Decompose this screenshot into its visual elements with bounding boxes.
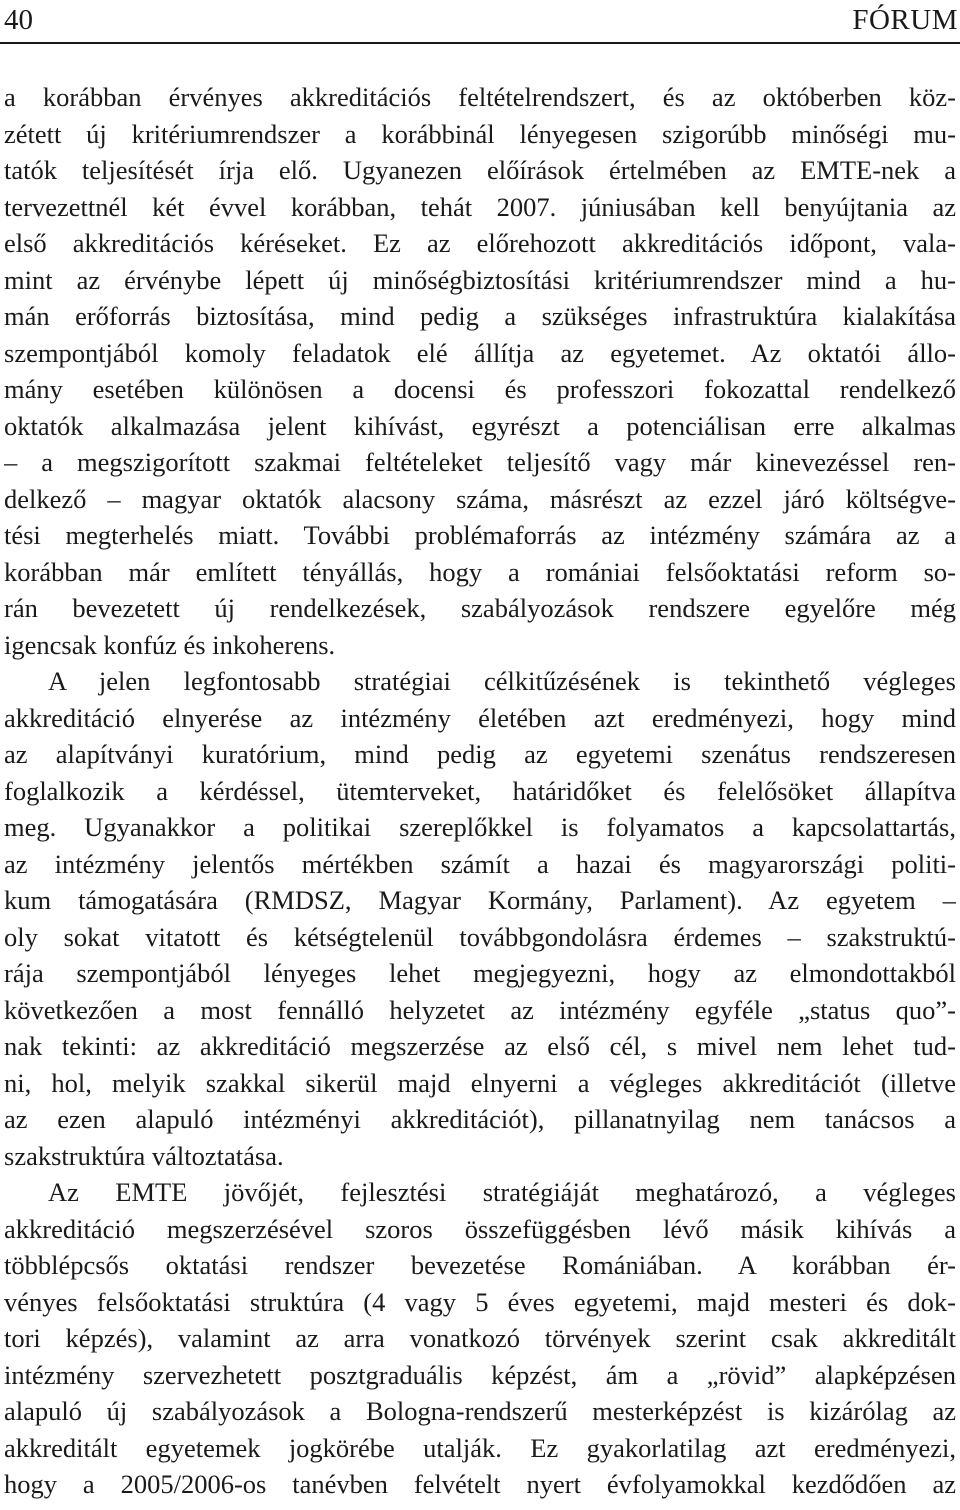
text-line: többlépcsős oktatási rendszer bevezetése Romániában. A korábban ér- xyxy=(4,1250,956,1280)
text-line: tervezettnél két évvel korábban, tehát 2007. júniusában kell benyújtania az xyxy=(4,191,956,222)
text-line: rán bevezetett új rendelkezések, szabályozások rendszere egyelőre még xyxy=(4,593,956,623)
text-line: szempontjából komoly feladatok elé állítja az egyetemet. Az oktatói állo- xyxy=(4,337,956,368)
text-line: az intézmény jelentős mértékben számít a hazai és magyarországi politi- xyxy=(4,848,956,879)
text-line: ni, hol, melyik szakkal sikerül majd elnyerni a végleges akkreditációt (illetve xyxy=(4,1067,956,1098)
text-line: oly sokat vitatott és kétségtelenül továbbgondolásra érdemes – szakstruktú- xyxy=(4,921,956,952)
text-line: mány esetében különösen a docensi és professzori fokozattal rendelkező xyxy=(4,374,956,404)
paragraph xyxy=(4,79,956,663)
text-line: A jelen legfontosabb stratégiai célkitűzésének is tekinthető végleges xyxy=(48,666,956,696)
text-line: korábban már említett tényállás, hogy a romániai felsőoktatási reform so- xyxy=(4,556,956,587)
page-header xyxy=(0,0,960,44)
paragraph xyxy=(4,1174,956,1503)
paragraph xyxy=(4,663,956,1174)
text-line: mán erőforrás biztosítása, mind pedig a szükséges infrastruktúra kialakítása xyxy=(4,301,956,331)
text-line: tatók teljesítését írja elő. Ugyanezen előírások értelmében az EMTE-nek a xyxy=(4,155,956,185)
text-line: – a megszigorított szakmai feltételeket teljesítő vagy már kinevezéssel ren- xyxy=(4,447,956,477)
text-line: az alapítványi kuratórium, mind pedig az egyetemi szenátus rendszeresen xyxy=(4,739,956,769)
text-line: vényes felsőoktatási struktúra (4 vagy 5 éves egyetemi, majd mesteri és dok- xyxy=(4,1286,956,1317)
page-number: 40 xyxy=(4,4,33,36)
text-line: intézmény szervezhetett posztgraduális képzést, ám a „rövid” alapképzésen xyxy=(4,1359,956,1390)
text-line: szakstruktúra változtatása. xyxy=(4,1140,284,1171)
text-line: mint az érvénybe lépett új minőségbiztosítási kritériumrendszer mind a hu- xyxy=(4,264,956,295)
text-line: delkező – magyar oktatók alacsony száma, másrészt az ezzel járó költségve- xyxy=(4,483,956,514)
text-line: az ezen alapuló intézményi akkreditációt), pillanatnyilag nem tanácsos a xyxy=(4,1104,956,1134)
text-line: akkreditált egyetemek jogkörébe utalják. Ez gyakorlatilag azt eredményezi, xyxy=(4,1432,956,1463)
text-line: első akkreditációs kéréseket. Ez az előrehozott akkreditációs időpont, vala- xyxy=(4,228,956,258)
text-line: kum támogatására (RMDSZ, Magyar Kormány, Parlament). Az egyetem – xyxy=(4,885,956,915)
text-line: oktatók alkalmazása jelent kihívást, egyrészt a potenciálisan erre alkalmas xyxy=(4,410,956,441)
running-head: FÓRUM xyxy=(852,4,958,36)
text-line: foglalkozik a kérdéssel, ütemterveket, határidőket és felelősöket állapítva xyxy=(4,775,956,806)
text-line: alapuló új szabályozások a Bologna-rendszerű mesterképzést is kizárólag az xyxy=(4,1396,956,1426)
body-text xyxy=(4,79,956,1503)
text-line: zétett új kritériumrendszer a korábbinál lényegesen szigorúbb minőségi mu- xyxy=(4,118,956,149)
text-line: nak tekinti: az akkreditáció megszerzése az első cél, s mivel nem lehet tud- xyxy=(4,1031,956,1061)
text-line: akkreditáció megszerzésével szoros összefüggésben lévő másik kihívás a xyxy=(4,1213,956,1244)
text-line: igencsak konfúz és inkoherens. xyxy=(4,629,336,660)
text-line: hogy a 2005/2006-os tanévben felvételt nyert évfolyamokkal kezdődően az xyxy=(4,1469,956,1499)
text-line: tési megterhelés miatt. További problémaforrás az intézmény számára az a xyxy=(4,520,956,550)
text-line: meg. Ugyanakkor a politikai szereplőkkel is folyamatos a kapcsolattartás, xyxy=(4,812,956,842)
text-line: akkreditáció elnyerése az intézmény életében azt eredményezi, hogy mind xyxy=(4,702,956,733)
text-line: a korábban érvényes akkreditációs feltételrendszert, és az októberben köz- xyxy=(4,82,956,112)
text-line: következően a most fennálló helyzetet az intézmény egyféle „status quo”- xyxy=(4,994,956,1025)
text-line: Az EMTE jövőjét, fejlesztési stratégiáját meghatározó, a végleges xyxy=(48,1177,956,1207)
text-line: tori képzés), valamint az arra vonatkozó törvények szerint csak akkreditált xyxy=(4,1323,956,1353)
text-line: rája szempontjából lényeges lehet megjegyezni, hogy az elmondottakból xyxy=(4,958,956,988)
